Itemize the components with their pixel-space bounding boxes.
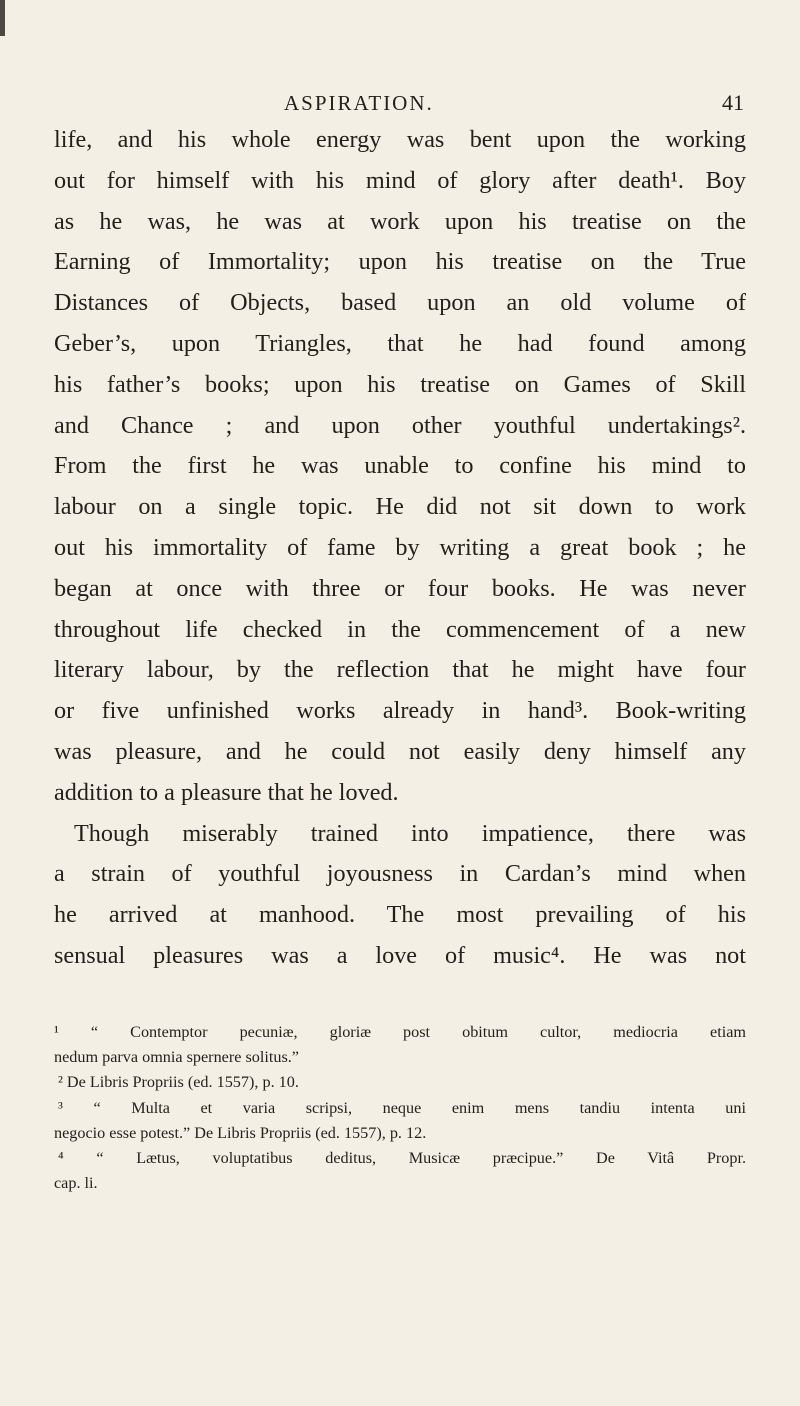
body-line: he arrived at manhood. The most prevailing of his [54, 901, 746, 929]
footnote-line: negocio esse potest.” De Libris Propriis (ed. 1557), p. 12. [54, 1123, 427, 1142]
body-line: out his immortality of fame by writing a great book ; he [54, 533, 746, 561]
footnote-line: ³ “ Multa et varia scripsi, neque enim mens tandiu intenta uni [58, 1098, 746, 1117]
footnote-line: nedum parva omnia spernere solitus.” [54, 1048, 299, 1067]
body-line: labour on a single topic. He did not sit down to work [54, 493, 746, 521]
body-line: throughout life checked in the commencement of a new [54, 615, 746, 643]
running-title: ASPIRATION. [284, 91, 434, 115]
body-line: his father’s books; upon his treatise on Games of Skill [54, 370, 746, 398]
page-edge-mark [0, 0, 5, 36]
body-line: began at once with three or four books. He was never [54, 574, 746, 602]
footnote-line: ⁴ “ Lætus, voluptatibus deditus, Musicæ præcipue.” De Vitâ Propr. [58, 1148, 746, 1167]
body-text [54, 120, 746, 977]
body-line: literary labour, by the reflection that he might have four [54, 656, 746, 684]
body-line: Earning of Immortality; upon his treatise on the True [54, 248, 746, 276]
body-line: life, and his whole energy was bent upon the working [54, 126, 746, 153]
body-line: as he was, he was at work upon his treatise on the [54, 207, 746, 235]
page-number: 41 [722, 90, 744, 115]
body-line: and Chance ; and upon other youthful undertakings². [54, 411, 746, 439]
body-line: Geber’s, upon Triangles, that he had found among [54, 329, 746, 357]
footnote-line: cap. li. [54, 1174, 98, 1193]
body-line: a strain of youthful joyousness in Cardan’s mind when [54, 860, 746, 888]
body-line: From the first he was unable to confine his mind to [54, 452, 746, 480]
body-line: was pleasure, and he could not easily deny himself any [54, 737, 746, 765]
footnote-line: ² De Libris Propriis (ed. 1557), p. 10. [58, 1073, 299, 1092]
body-line: Though miserably trained into impatience, there was [74, 819, 746, 847]
footnotes [54, 1020, 746, 1196]
body-line: or five unfinished works already in hand³. Book-writing [54, 697, 746, 725]
footnote-line: ¹ “ Contemptor pecuniæ, gloriæ post obitum cultor, mediocria etiam [54, 1023, 746, 1041]
running-head [44, 86, 744, 120]
body-line: out for himself with his mind of glory after death¹. Boy [54, 166, 746, 194]
body-line: Distances of Objects, based upon an old volume of [54, 289, 746, 317]
body-line: sensual pleasures was a love of music⁴. He was not [54, 941, 746, 969]
body-line: addition to a pleasure that he loved. [54, 778, 399, 806]
